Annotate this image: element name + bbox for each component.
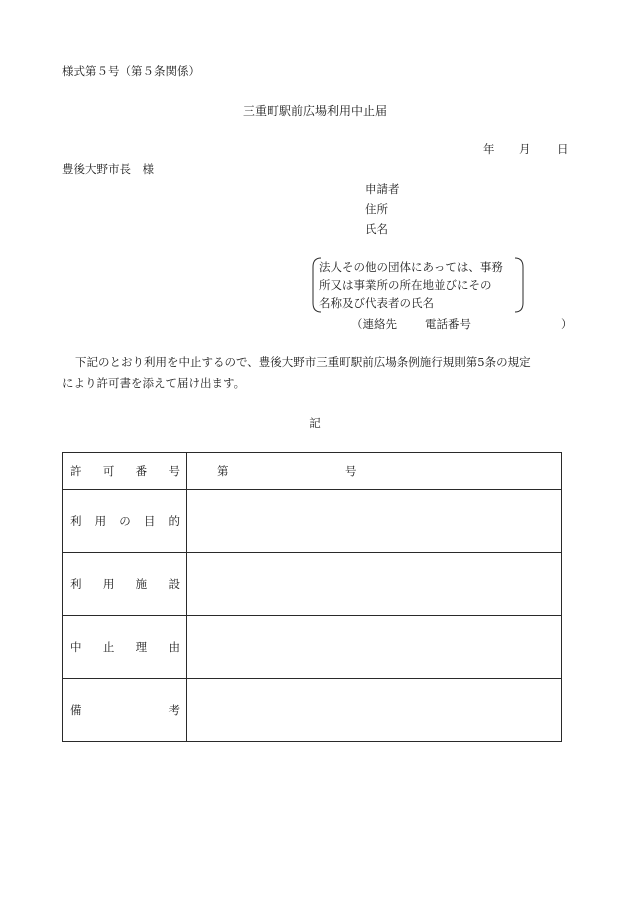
label-char: 番: [135, 464, 148, 478]
label-char: 用: [94, 514, 107, 528]
body-text-line-1: 下記のとおり利用を中止するので、豊後大野市三重町駅前広場条例施行規則第5条の規定: [75, 355, 531, 369]
ki-heading: 記: [309, 416, 321, 430]
facility-label: [63, 553, 187, 616]
date-month-label: 月: [519, 142, 531, 156]
label-char: 止: [102, 640, 115, 654]
permit-number-suffix: 号: [345, 464, 357, 478]
note-line-1: 法人その他の団体にあっては、事務: [319, 260, 503, 274]
form-number-label: 様式第５号（第５条関係）: [62, 64, 200, 78]
table-row-remarks: [63, 679, 562, 742]
reason-label: [63, 616, 187, 679]
label-char: 的: [168, 514, 180, 528]
addressee: 豊後大野市長 様: [62, 162, 154, 176]
label-char: 中: [70, 640, 82, 654]
label-char: 由: [168, 640, 180, 654]
applicant-name-label: 氏名: [365, 222, 388, 236]
label-char: 用: [102, 577, 115, 591]
note-line-3: 名称及び代表者の氏名: [319, 296, 434, 310]
body-text-line-2: により許可書を添えて届け出ます。: [62, 376, 246, 390]
label-char: 考: [168, 703, 180, 717]
label-char: 設: [168, 577, 180, 591]
label-char: 利: [70, 514, 82, 528]
cancellation-table: [62, 452, 562, 742]
purpose-field[interactable]: [187, 490, 562, 553]
permit-number-label: [63, 453, 187, 490]
page-title: 三重町駅前広場利用中止届: [242, 104, 387, 118]
note-line-2: 所又は事業所の所在地並びにその: [319, 278, 492, 292]
applicant-label: 申請者: [365, 182, 400, 196]
permit-number-prefix: 第: [217, 464, 229, 478]
table-row-facility: [63, 553, 562, 616]
corporate-note: [311, 257, 525, 313]
label-char: 目: [143, 514, 156, 528]
label-char: 許: [70, 464, 82, 478]
remarks-field[interactable]: [187, 679, 562, 742]
date-year-label: 年: [483, 142, 495, 156]
label-char: 利: [70, 577, 82, 591]
applicant-address-label: 住所: [365, 202, 388, 216]
contact-open-label: （連絡先: [351, 317, 397, 331]
table-row-purpose: [63, 490, 562, 553]
date-day-label: 日: [557, 142, 569, 156]
contact-close-paren: ）: [561, 317, 573, 331]
permit-number-field[interactable]: [187, 453, 562, 490]
contact-phone-label: 電話番号: [425, 317, 471, 331]
label-char: 可: [102, 464, 115, 478]
facility-field[interactable]: [187, 553, 562, 616]
reason-field[interactable]: [187, 616, 562, 679]
label-char: 備: [70, 703, 82, 717]
purpose-label: [63, 490, 187, 553]
table-row-permit-number: [63, 453, 562, 490]
table-row-reason: [63, 616, 562, 679]
label-char: 理: [135, 640, 148, 654]
label-char: の: [119, 514, 131, 528]
label-char: 号: [168, 464, 180, 478]
remarks-label: [63, 679, 187, 742]
label-char: 施: [135, 577, 148, 591]
